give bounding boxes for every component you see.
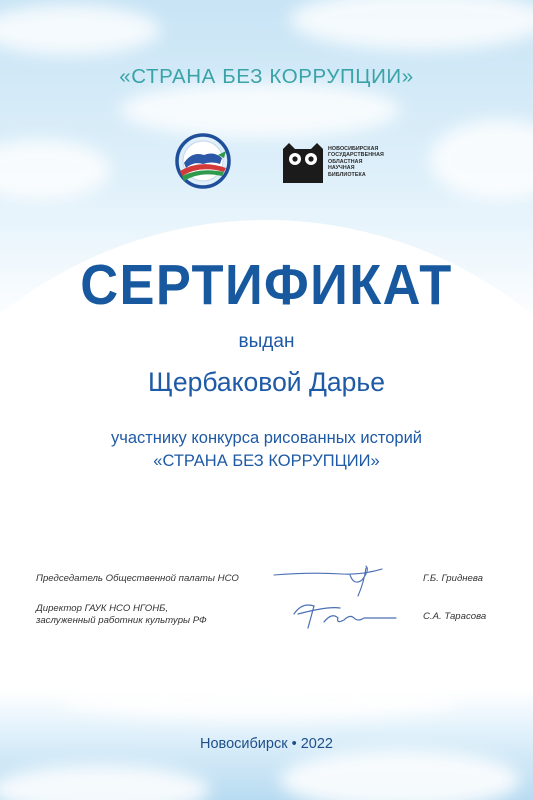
footer-city-year: Новосибирск • 2022 (200, 736, 333, 752)
signatory-2-position-line-1: Директор ГАУК НСО НГОНБ, (36, 603, 169, 614)
signature-2-handwritten (288, 592, 400, 634)
signatory-1-position-line: Председатель Общественной палаты НСО (36, 573, 239, 584)
issued-label: выдан (238, 331, 295, 352)
participant-line: участнику конкурса рисованных историй (110, 429, 423, 447)
signatory-1-position (36, 573, 239, 585)
recipient-name: Щербаковой Дарье (148, 367, 385, 397)
library-logo-text: НОВОСИБИРСКАЯ ГОСУДАРСТВЕННАЯ ОБЛАСТНАЯ НАУЧНАЯ БИБЛИОТЕКА (328, 146, 384, 178)
signatory-2-position (36, 603, 207, 627)
signatory-2-name: С.А. Тарасова (423, 611, 487, 622)
contest-title: «СТРАНА БЕЗ КОРРУПЦИИ» (119, 65, 414, 88)
signatory-2-position-line-2: заслуженный работник культуры РФ (36, 615, 207, 626)
certificate-title: СЕРТИФИКАТ (80, 253, 453, 317)
public-chamber-emblem-logo (170, 131, 236, 191)
contest-name-line: «СТРАНА БЕЗ КОРРУПЦИИ» (153, 452, 380, 470)
library-owl-logo (283, 143, 323, 183)
signatory-1-name: Г.Б. Гриднева (423, 573, 484, 584)
